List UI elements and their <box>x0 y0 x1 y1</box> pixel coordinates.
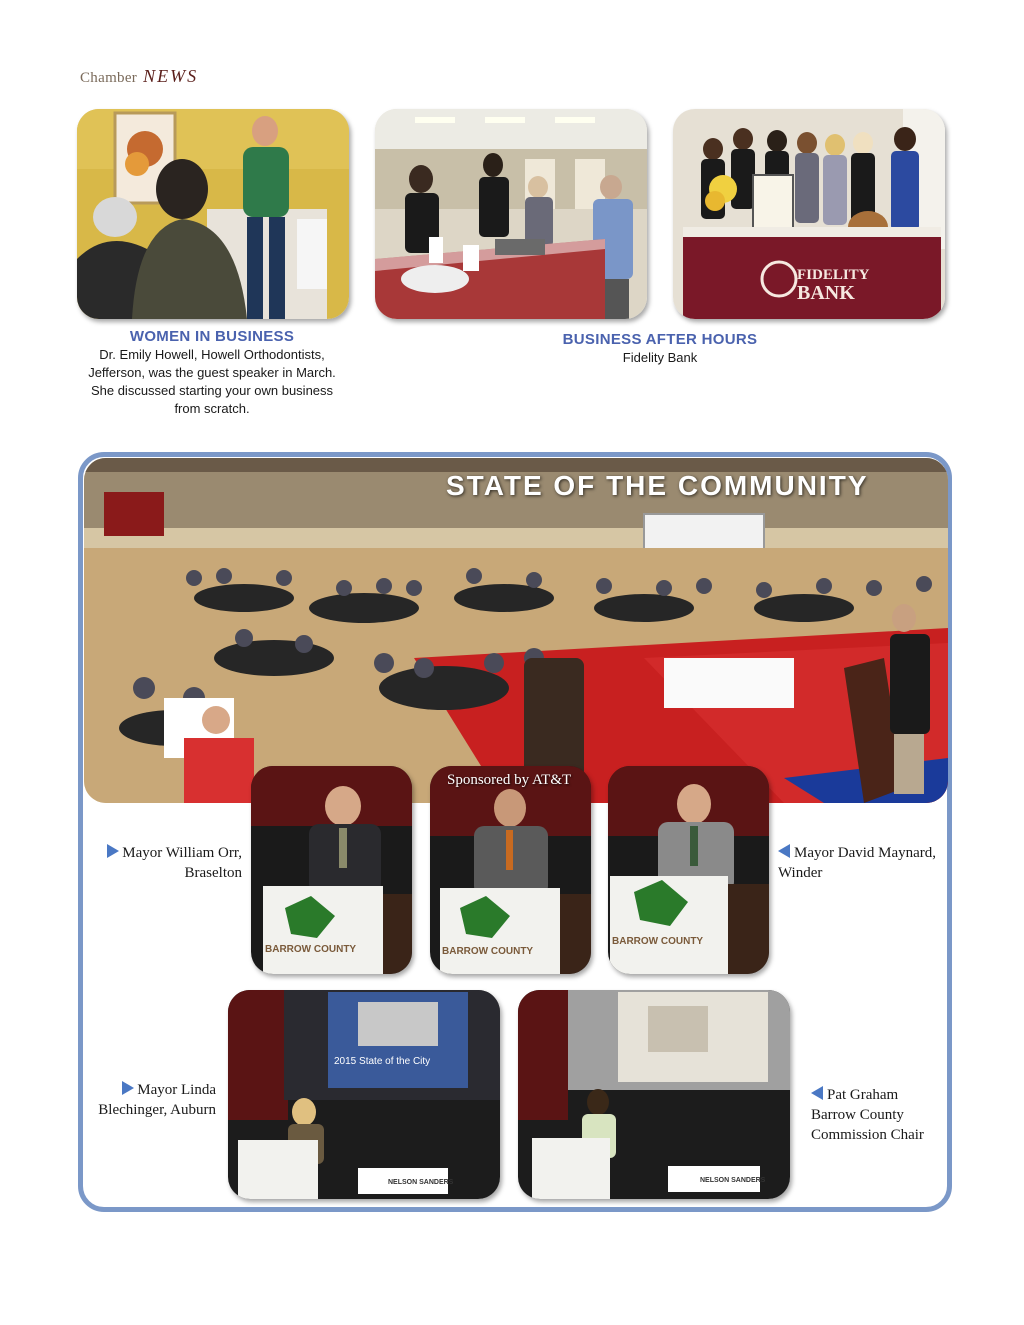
nelson-logo: NELSON SANDERS <box>700 1177 766 1184</box>
pat-graham-line-2: Barrow County <box>811 1107 904 1123</box>
pointer-right-icon <box>122 1081 134 1095</box>
women-in-business-photo <box>77 109 349 319</box>
mayor-maynard-line-1: Mayor David Maynard, <box>794 845 937 861</box>
mayor-orr-line-2: Braselton <box>184 865 242 881</box>
mayor-maynard-photo <box>608 766 769 974</box>
women-in-business-caption <box>78 328 346 418</box>
buffet-photo <box>375 109 647 319</box>
state-of-community-title: STATE OF THE COMMUNITY <box>446 470 869 501</box>
pointer-right-icon <box>107 844 119 858</box>
podium-label: BARROW COUNTY <box>442 946 534 957</box>
fidelity-bank-photo <box>673 109 945 319</box>
business-after-hours-caption <box>520 331 800 367</box>
fidelity-sign-line2: BANK <box>797 282 855 304</box>
mayor-blechinger-caption <box>92 1080 216 1120</box>
pointer-left-icon <box>778 844 790 858</box>
pat-graham-line-1: Pat Graham <box>827 1087 899 1103</box>
business-after-hours-title: BUSINESS AFTER HOURS <box>562 331 758 348</box>
women-in-business-line-2: Jefferson, was the guest speaker in March. <box>88 365 336 380</box>
women-in-business-line-4: from scratch. <box>174 401 250 416</box>
att-speaker-photo <box>430 766 591 974</box>
business-after-hours-subtitle: Fidelity Bank <box>622 350 698 365</box>
mayor-blechinger-line-2: Blechinger, Auburn <box>98 1102 216 1118</box>
pat-graham-line-3: Commission Chair <box>811 1127 924 1143</box>
women-in-business-line-3: She discussed starting your own business <box>90 383 334 398</box>
pointer-left-icon <box>811 1086 823 1100</box>
sponsor-label: Sponsored by AT&T <box>447 772 572 788</box>
podium-label: BARROW COUNTY <box>265 944 357 955</box>
fidelity-sign-line1: FIDELITY <box>797 267 870 283</box>
pat-graham-caption <box>811 1085 941 1145</box>
podium-label: BARROW COUNTY <box>612 936 704 947</box>
community-event-photo <box>84 458 948 803</box>
nelson-logo: NELSON SANDERS <box>388 1179 454 1186</box>
section-title: NEWS <box>143 66 199 86</box>
women-in-business-title: WOMEN IN BUSINESS <box>129 328 295 345</box>
mayor-orr-line-1: Mayor William Orr, <box>122 845 242 861</box>
slide-title: 2015 State of the City <box>334 1056 431 1067</box>
mayor-maynard-line-2: Winder <box>778 865 823 881</box>
mayor-orr-caption <box>102 843 242 883</box>
mayor-orr-photo <box>251 766 412 974</box>
pat-graham-photo <box>518 990 790 1199</box>
section-header <box>80 66 198 87</box>
section-label: Chamber <box>80 70 138 86</box>
mayor-blechinger-photo <box>228 990 500 1199</box>
women-in-business-line-1: Dr. Emily Howell, Howell Orthodontists, <box>99 347 325 362</box>
mayor-blechinger-line-1: Mayor Linda <box>137 1082 216 1098</box>
mayor-maynard-caption <box>778 843 948 883</box>
